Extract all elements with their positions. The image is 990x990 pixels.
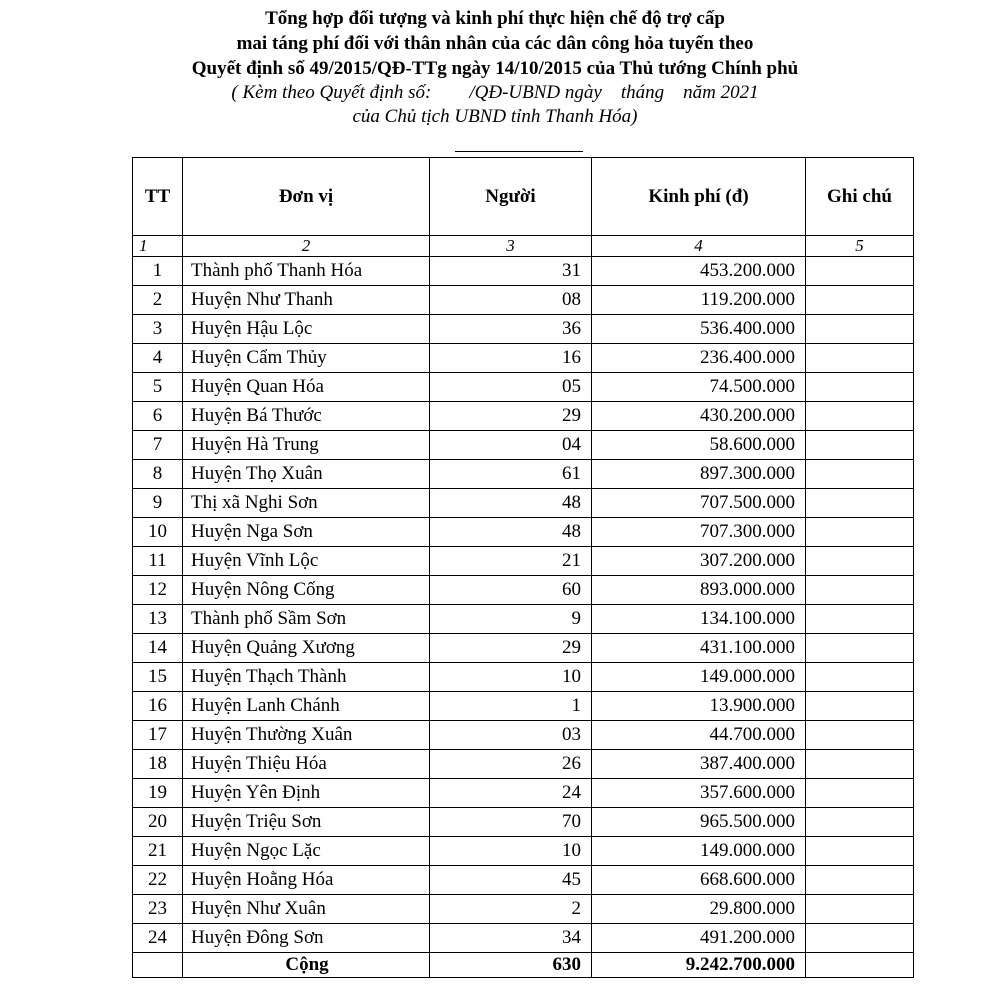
row-unit: Huyện Đông Sơn — [183, 924, 430, 953]
row-people: 45 — [430, 866, 592, 895]
row-tt: 20 — [133, 808, 183, 837]
row-tt: 8 — [133, 460, 183, 489]
row-cost: 134.100.000 — [592, 605, 806, 634]
row-note — [806, 866, 914, 895]
total-people: 630 — [430, 953, 592, 978]
row-people: 21 — [430, 547, 592, 576]
col-header-people: Người — [430, 158, 592, 236]
row-cost: 453.200.000 — [592, 257, 806, 286]
total-cost: 9.242.700.000 — [592, 953, 806, 978]
row-people: 05 — [430, 373, 592, 402]
row-cost: 430.200.000 — [592, 402, 806, 431]
row-cost: 74.500.000 — [592, 373, 806, 402]
row-cost: 668.600.000 — [592, 866, 806, 895]
row-tt: 12 — [133, 576, 183, 605]
row-unit: Huyện Cẩm Thủy — [183, 344, 430, 373]
row-cost: 491.200.000 — [592, 924, 806, 953]
col-number: 2 — [183, 236, 430, 257]
row-note — [806, 431, 914, 460]
row-cost: 236.400.000 — [592, 344, 806, 373]
row-unit: Huyện Quảng Xương — [183, 634, 430, 663]
column-number-row — [133, 236, 914, 257]
row-people: 34 — [430, 924, 592, 953]
row-unit: Huyện Vĩnh Lộc — [183, 547, 430, 576]
table-row — [133, 692, 914, 721]
row-note — [806, 721, 914, 750]
row-cost: 897.300.000 — [592, 460, 806, 489]
table-row — [133, 460, 914, 489]
row-note — [806, 373, 914, 402]
table-row — [133, 286, 914, 315]
table-row — [133, 837, 914, 866]
row-tt: 2 — [133, 286, 183, 315]
row-cost: 965.500.000 — [592, 808, 806, 837]
row-unit: Huyện Hoằng Hóa — [183, 866, 430, 895]
row-people: 1 — [430, 692, 592, 721]
col-number: 5 — [806, 236, 914, 257]
row-note — [806, 779, 914, 808]
row-unit: Huyện Ngọc Lặc — [183, 837, 430, 866]
row-cost: 29.800.000 — [592, 895, 806, 924]
row-tt: 13 — [133, 605, 183, 634]
row-tt: 19 — [133, 779, 183, 808]
table-row — [133, 779, 914, 808]
row-tt: 15 — [133, 663, 183, 692]
row-tt: 9 — [133, 489, 183, 518]
row-unit: Thành phố Sầm Sơn — [183, 605, 430, 634]
row-note — [806, 663, 914, 692]
row-note — [806, 924, 914, 953]
row-unit: Huyện Hà Trung — [183, 431, 430, 460]
row-tt: 4 — [133, 344, 183, 373]
row-cost: 536.400.000 — [592, 315, 806, 344]
row-people: 48 — [430, 489, 592, 518]
table-row — [133, 344, 914, 373]
row-unit: Huyện Hậu Lộc — [183, 315, 430, 344]
row-note — [806, 692, 914, 721]
row-unit: Huyện Triệu Sơn — [183, 808, 430, 837]
total-note-cell — [806, 953, 914, 978]
document-subtitle-line-1: ( Kèm theo Quyết định số: /QĐ-UBND ngày tháng năm 2021 — [231, 82, 759, 103]
row-tt: 6 — [133, 402, 183, 431]
table-row — [133, 547, 914, 576]
table-row — [133, 518, 914, 547]
row-cost: 149.000.000 — [592, 837, 806, 866]
row-note — [806, 750, 914, 779]
row-unit: Huyện Thọ Xuân — [183, 460, 430, 489]
row-tt: 18 — [133, 750, 183, 779]
table-row — [133, 489, 914, 518]
row-tt: 16 — [133, 692, 183, 721]
table-row — [133, 866, 914, 895]
row-cost: 431.100.000 — [592, 634, 806, 663]
col-header-unit: Đơn vị — [183, 158, 430, 236]
row-people: 10 — [430, 837, 592, 866]
row-note — [806, 315, 914, 344]
row-note — [806, 547, 914, 576]
row-note — [806, 489, 914, 518]
row-tt: 10 — [133, 518, 183, 547]
col-number: 1 — [133, 236, 183, 257]
row-unit: Huyện Nga Sơn — [183, 518, 430, 547]
col-header-note: Ghi chú — [806, 158, 914, 236]
row-cost: 387.400.000 — [592, 750, 806, 779]
table-row — [133, 257, 914, 286]
row-people: 48 — [430, 518, 592, 547]
col-number: 4 — [592, 236, 806, 257]
document-title-line-3: Quyết định số 49/2015/QĐ-TTg ngày 14/10/2015 của Thủ tướng Chính phủ — [191, 58, 799, 79]
row-people: 29 — [430, 634, 592, 663]
row-cost: 119.200.000 — [592, 286, 806, 315]
table-row — [133, 373, 914, 402]
row-cost: 149.000.000 — [592, 663, 806, 692]
col-header-tt: TT — [133, 158, 183, 236]
row-note — [806, 837, 914, 866]
document-subtitle-line-2: của Chủ tịch UBND tỉnh Thanh Hóa) — [352, 106, 638, 127]
row-cost: 58.600.000 — [592, 431, 806, 460]
row-tt: 1 — [133, 257, 183, 286]
row-tt: 21 — [133, 837, 183, 866]
row-cost: 707.300.000 — [592, 518, 806, 547]
row-tt: 22 — [133, 866, 183, 895]
row-tt: 17 — [133, 721, 183, 750]
table-row — [133, 431, 914, 460]
row-people: 31 — [430, 257, 592, 286]
row-people: 2 — [430, 895, 592, 924]
row-unit: Huyện Nông Cống — [183, 576, 430, 605]
table-row — [133, 924, 914, 953]
row-unit: Huyện Quan Hóa — [183, 373, 430, 402]
row-cost: 44.700.000 — [592, 721, 806, 750]
row-unit: Huyện Như Xuân — [183, 895, 430, 924]
table-row — [133, 315, 914, 344]
table-header-row — [133, 158, 914, 236]
row-note — [806, 344, 914, 373]
row-people: 16 — [430, 344, 592, 373]
table-row — [133, 895, 914, 924]
table-row — [133, 721, 914, 750]
row-unit: Huyện Thiệu Hóa — [183, 750, 430, 779]
row-note — [806, 895, 914, 924]
document-title-line-2: mai táng phí đối với thân nhân của các dân công hỏa tuyến theo — [236, 33, 754, 54]
table-row — [133, 402, 914, 431]
total-tt-cell — [133, 953, 183, 978]
row-people: 70 — [430, 808, 592, 837]
row-people: 36 — [430, 315, 592, 344]
row-tt: 24 — [133, 924, 183, 953]
row-unit: Huyện Yên Định — [183, 779, 430, 808]
row-cost: 707.500.000 — [592, 489, 806, 518]
row-tt: 23 — [133, 895, 183, 924]
row-note — [806, 576, 914, 605]
row-people: 26 — [430, 750, 592, 779]
row-note — [806, 286, 914, 315]
row-people: 04 — [430, 431, 592, 460]
col-header-cost: Kinh phí (đ) — [592, 158, 806, 236]
row-unit: Huyện Thạch Thành — [183, 663, 430, 692]
row-unit: Huyện Như Thanh — [183, 286, 430, 315]
row-people: 9 — [430, 605, 592, 634]
row-people: 29 — [430, 402, 592, 431]
row-tt: 5 — [133, 373, 183, 402]
table-row — [133, 634, 914, 663]
row-note — [806, 605, 914, 634]
total-label: Cộng — [183, 953, 430, 978]
document-title-line-1: Tổng hợp đối tượng và kinh phí thực hiện chế độ trợ cấp — [265, 8, 725, 29]
table-row — [133, 663, 914, 692]
row-tt: 3 — [133, 315, 183, 344]
row-note — [806, 460, 914, 489]
row-tt: 7 — [133, 431, 183, 460]
row-note — [806, 518, 914, 547]
table-row — [133, 808, 914, 837]
row-unit: Thành phố Thanh Hóa — [183, 257, 430, 286]
row-people: 61 — [430, 460, 592, 489]
summary-table — [132, 157, 914, 978]
title-divider — [455, 151, 583, 152]
row-tt: 11 — [133, 547, 183, 576]
row-people: 24 — [430, 779, 592, 808]
row-note — [806, 257, 914, 286]
row-unit: Thị xã Nghi Sơn — [183, 489, 430, 518]
row-note — [806, 634, 914, 663]
col-number: 3 — [430, 236, 592, 257]
row-unit: Huyện Lanh Chánh — [183, 692, 430, 721]
row-cost: 893.000.000 — [592, 576, 806, 605]
table-body — [133, 257, 914, 953]
table-row — [133, 750, 914, 779]
row-note — [806, 402, 914, 431]
row-unit: Huyện Bá Thước — [183, 402, 430, 431]
total-row — [133, 953, 914, 978]
row-cost: 307.200.000 — [592, 547, 806, 576]
row-note — [806, 808, 914, 837]
row-people: 03 — [430, 721, 592, 750]
row-cost: 13.900.000 — [592, 692, 806, 721]
row-people: 10 — [430, 663, 592, 692]
row-people: 60 — [430, 576, 592, 605]
table-row — [133, 576, 914, 605]
row-tt: 14 — [133, 634, 183, 663]
row-unit: Huyện Thường Xuân — [183, 721, 430, 750]
row-cost: 357.600.000 — [592, 779, 806, 808]
table-row — [133, 605, 914, 634]
row-people: 08 — [430, 286, 592, 315]
